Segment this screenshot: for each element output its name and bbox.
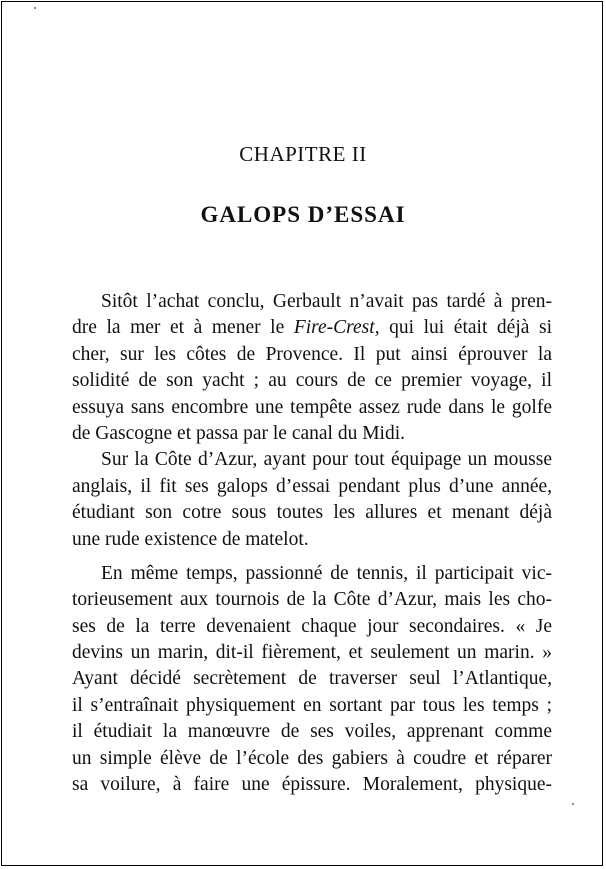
text-line: il s’entraînait physiquement en sortant par tous les temps ; <box>72 694 552 716</box>
text-line: torieusement aux tournois de la Côte d’Azur, mais les cho- <box>72 589 552 611</box>
text-line: En même temps, passionné de tennis, il participait vic- <box>101 562 552 584</box>
text-line: cher, sur les côtes de Provence. Il put ainsi éprouver la <box>72 343 552 365</box>
body-text <box>72 289 552 798</box>
scan-speck <box>34 7 36 9</box>
paragraph <box>72 447 552 553</box>
text-line: de Gascogne et passa par le canal du Midi. <box>72 422 406 444</box>
text-line: une rude existence de matelot. <box>72 528 309 550</box>
text-line: dre la mer et à mener le Fire-Crest, qui lui était déjà si <box>72 317 552 339</box>
paragraph <box>72 289 552 447</box>
text-line: essuya sans encombre une tempête assez rude dans le golfe <box>72 396 552 418</box>
text-line: devins un marin, dit-il fièrement, et seulement un marin. » <box>72 642 552 664</box>
text-line: solidité de son yacht ; au cours de ce premier voyage, il <box>72 370 552 392</box>
text-line: un simple élève de l’école des gabiers à coudre et réparer <box>72 747 552 769</box>
text-line: Ayant décidé secrètement de traverser seul l’Atlantique, <box>72 668 552 690</box>
ship-name: Fire-Crest, <box>293 317 380 339</box>
text-line: Sur la Côte d’Azur, ayant pour tout équipage un mousse <box>101 449 552 471</box>
paragraph <box>72 561 552 799</box>
text-line: étudiant son cotre sous toutes les allures et menant déjà <box>72 502 552 524</box>
text-line: sa voilure, à faire une épissure. Moralement, physique- <box>72 774 552 796</box>
text-line: ses de la terre devenaient chaque jour secondaires. « Je <box>72 615 552 637</box>
text-line: anglais, il fit ses galops d’essai pendant plus d’une année, <box>72 475 552 497</box>
paragraph-gap <box>72 553 552 561</box>
text-line: il étudiait la manœuvre de ses voiles, apprenant comme <box>72 721 552 743</box>
scan-speck <box>572 803 574 805</box>
chapter-number: CHAPITRE II <box>239 142 367 166</box>
chapter-title: GALOPS D’ESSAI <box>200 202 406 227</box>
text-line: Sitôt l’achat conclu, Gerbault n’avait pas tardé à pren- <box>101 291 552 312</box>
